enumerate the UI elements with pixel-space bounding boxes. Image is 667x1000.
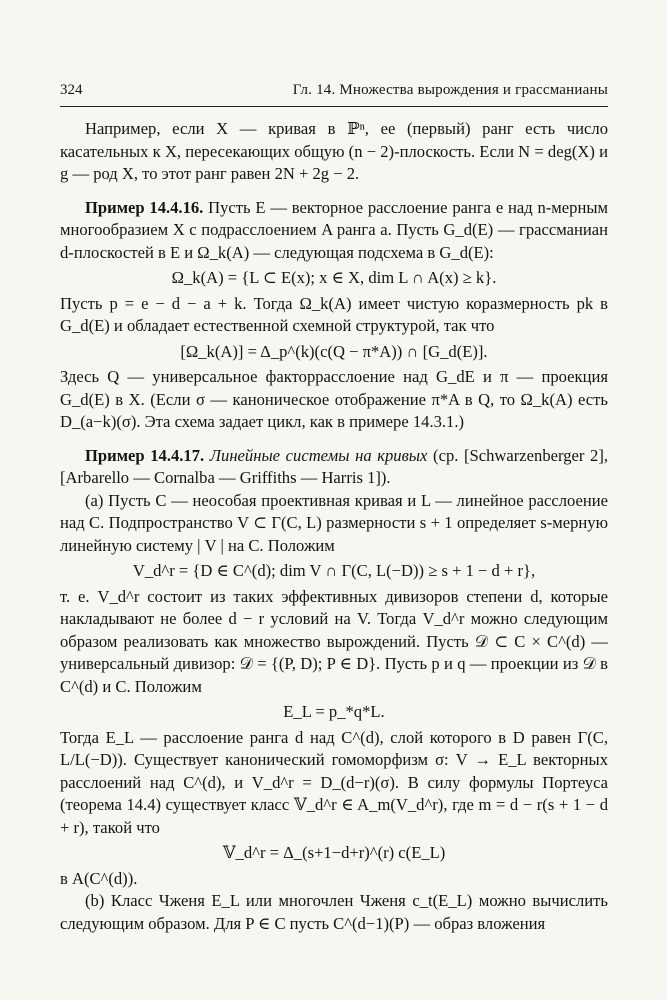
example-text: (ср. [Schwarzenberger 2], [Arbarello — Cornalba — Griffiths — Harris 1]). — [60, 445, 609, 487]
paragraph-a: (a) Пусть C — неособая проективная кривая и L — линейное расслоение над C. Подпространство V ⊂ Γ(C, L) размерности s + 1 определяет s-мерную линейную систему | V | на C. Положим — [60, 490, 608, 555]
running-title: Гл. 14. Множества вырождения и грассманианы — [292, 82, 608, 98]
example-text: Пусть E — векторное расслоение ранга e над n-мерным многообразием X с подрасслоением A ранга a. Пусть G_d(E) — грассманиан d-плоскостей в E и Ω_k(A) — следующая подсхема в G_d(E): — [60, 197, 608, 262]
formula-v-class: 𝕍_d^r = Δ_(s+1−d+r)^(r) c(E_L) — [222, 843, 446, 862]
page-body — [60, 118, 608, 935]
page-header — [60, 80, 608, 107]
paragraph-universal-quotient: Здесь Q — универсальное факторрасслоение над G_dE и π — проекция G_d(E) в X. (Если σ — каноническое отображение π*A в Q, то Ω_k(A) есть D_(a−k)(σ). Эта схема задает цикл, как в примере 14.3.1.) — [60, 367, 608, 431]
paragraph-codimension: Пусть p = e − d − a + k. Тогда Ω_k(A) имеет чистую коразмерность pk в G_d(E) и обладает естественной схемной структурой, так что — [60, 293, 608, 335]
example-title: Линейные системы на кривых — [204, 445, 428, 465]
example-14-4-16 — [60, 197, 608, 265]
paragraph-rank-curve: Например, если X — кривая в ℙⁿ, ее (первый) ранг есть число касательных к X, пересекающих общую (n − 2)-плоскость. Если N = deg(X) и g — род X, то этот ранг равен 2N + 2g − 2. — [60, 119, 608, 183]
formula-omega-class: [Ω_k(A)] = Δ_p^(k)(c(Q − π*A)) ∩ [G_d(E)]. — [180, 341, 488, 361]
paragraph-degeneracy: т. е. V_d^r состоит из таких эффективных дивизоров степени d, которые накладывают не более d − r условий на V. Тогда V_d^r можно следующим образом реализовать как множество вырождений. Пусть 𝒟 ⊂ C × C^(d) — универсальный дивизор: 𝒟 = {(P, D); P ∈ D}. Пусть p и q — проекции из 𝒟 в C^(d) и C. Положим — [60, 586, 608, 696]
formula-v-d-r: V_d^r = {D ∈ C^(d); dim V ∩ Γ(C, L(−D)) ≥ s + 1 − d + r}, — [132, 561, 536, 580]
paragraph-porteous: Тогда E_L — расслоение ранга d над C^(d), слой которого в D равен Γ(C, L/L(−D)). Существует канонический гомоморфизм σ: V → E_L векторных расслоений над C^(d), и V_d^r = D_(d−r)(σ). В силу формулы Портеуса (теорема 14.4) существует класс 𝕍_d^r ∈ A_m(V_d^r), где m = d − r(s + 1 − d + r), такой что — [60, 727, 608, 837]
formula-e-l: E_L = p_*q*L. — [283, 702, 385, 721]
example-label: Пример 14.4.17. — [85, 445, 205, 465]
formula-omega: Ω_k(A) = {L ⊂ E(x); x ∈ X, dim L ∩ A(x) ≥ k}. — [171, 268, 497, 287]
paragraph-b: (b) Класс Чженя E_L или многочлен Чженя c_t(E_L) можно вычислить следующим образом. Для P ∈ C пусть C^(d−1)(P) — образ вложения — [60, 891, 608, 933]
example-label: Пример 14.4.16. — [85, 197, 204, 217]
paragraph-in-a: в A(C^(d)). — [60, 868, 138, 888]
page-number: 324 — [60, 82, 83, 98]
example-14-4-17 — [60, 445, 608, 490]
